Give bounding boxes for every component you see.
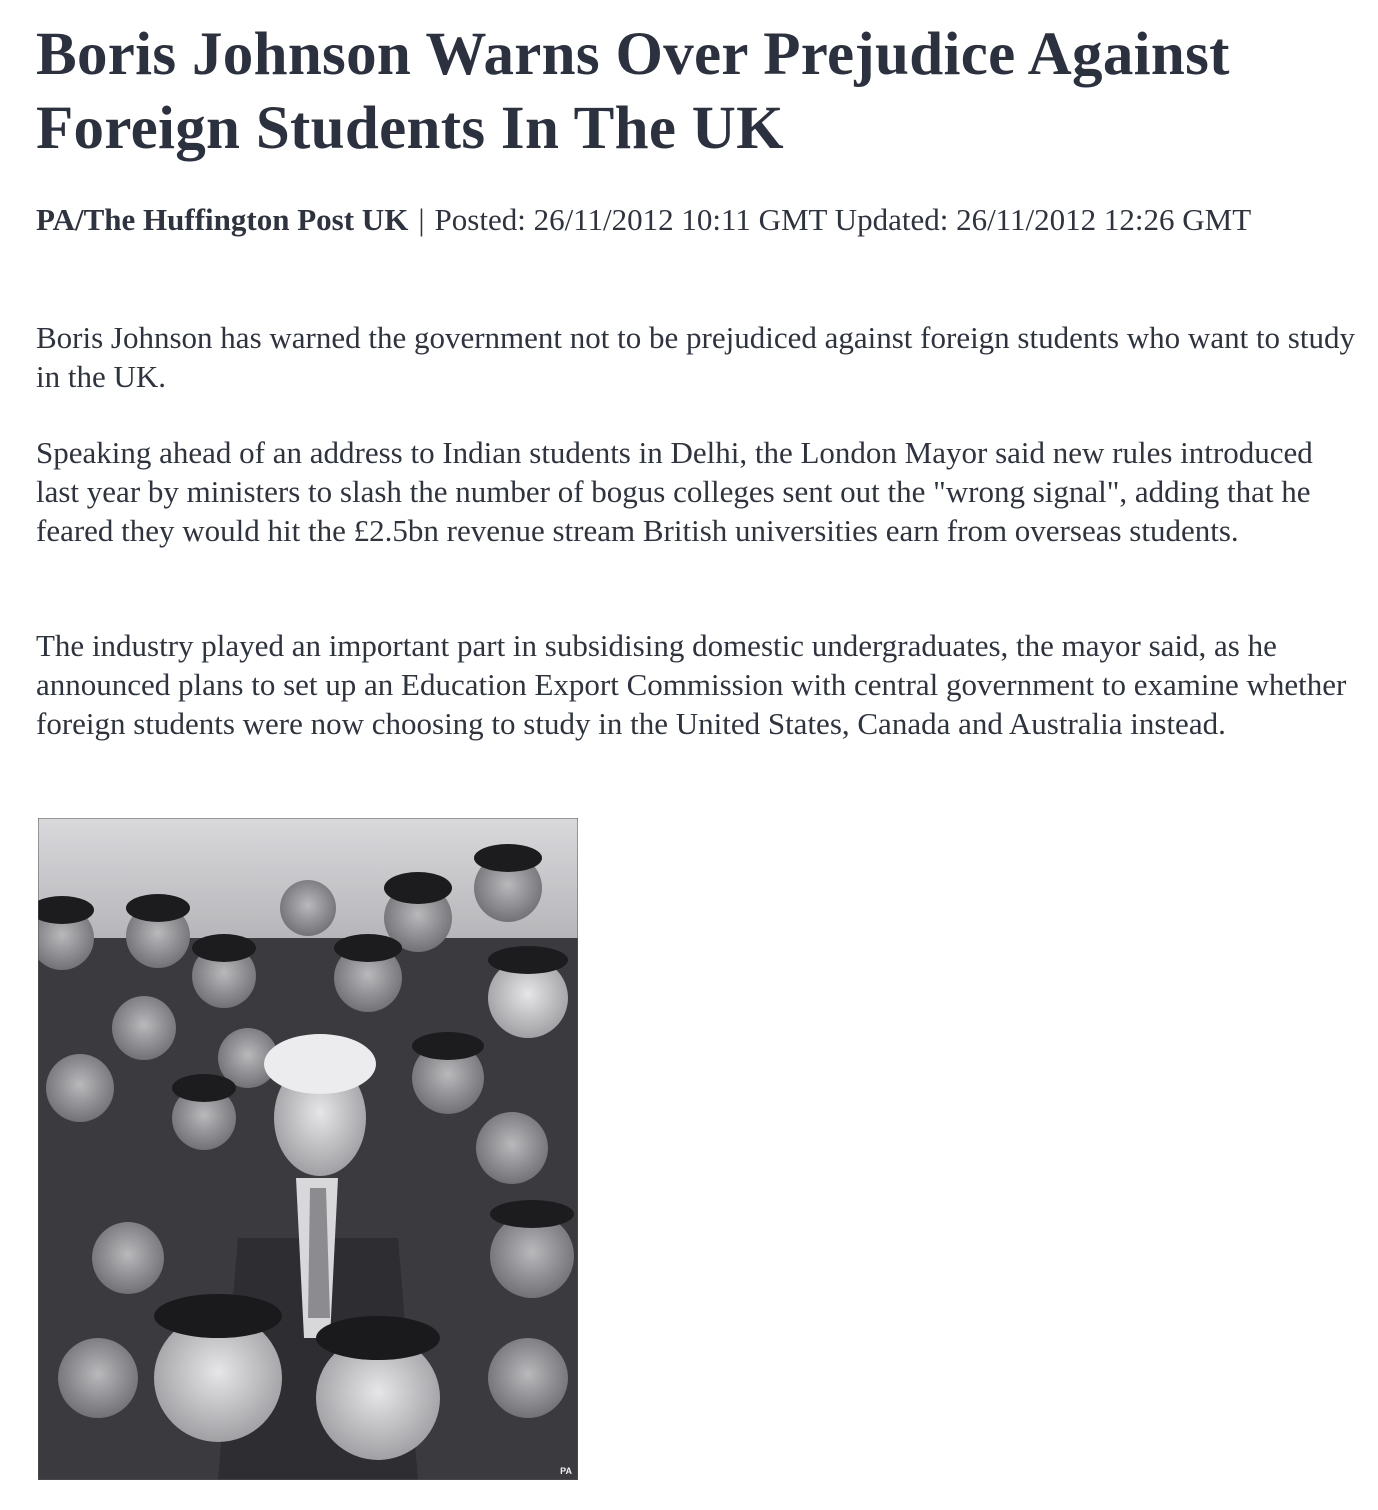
article-paragraph-1: Boris Johnson has warned the government not to be prejudiced against foreign students who want to study in the UK. [36, 320, 1355, 394]
article-photo [38, 818, 578, 1480]
byline-source: PA/The Huffington Post UK [36, 202, 409, 237]
article-photo-image [38, 818, 578, 1480]
photo-credit: PA [560, 1466, 572, 1476]
article-paragraph-2: Speaking ahead of an address to Indian students in Delhi, the London Mayor said new rules introduced last year by ministers to slash the number of bogus colleges sent out the "wrong signal", adding that he feared they would hit the £2.5bn revenue stream British universities earn from overseas students. [36, 435, 1313, 548]
article-byline [36, 200, 1336, 240]
article-paragraph-3: The industry played an important part in subsidising domestic undergraduates, the mayor said, as he announced plans to set up an Education Export Commission with central government to examine whether foreign students were now choosing to study in the United States, Canada and Australia instead. [36, 628, 1347, 741]
byline-separator: | [418, 202, 425, 237]
byline-timestamps: Posted: 26/11/2012 10:11 GMT Updated: 26/11/2012 12:26 GMT [434, 202, 1252, 237]
article-headline: Boris Johnson Warns Over Prejudice Against Foreign Students In The UK [36, 21, 1230, 162]
